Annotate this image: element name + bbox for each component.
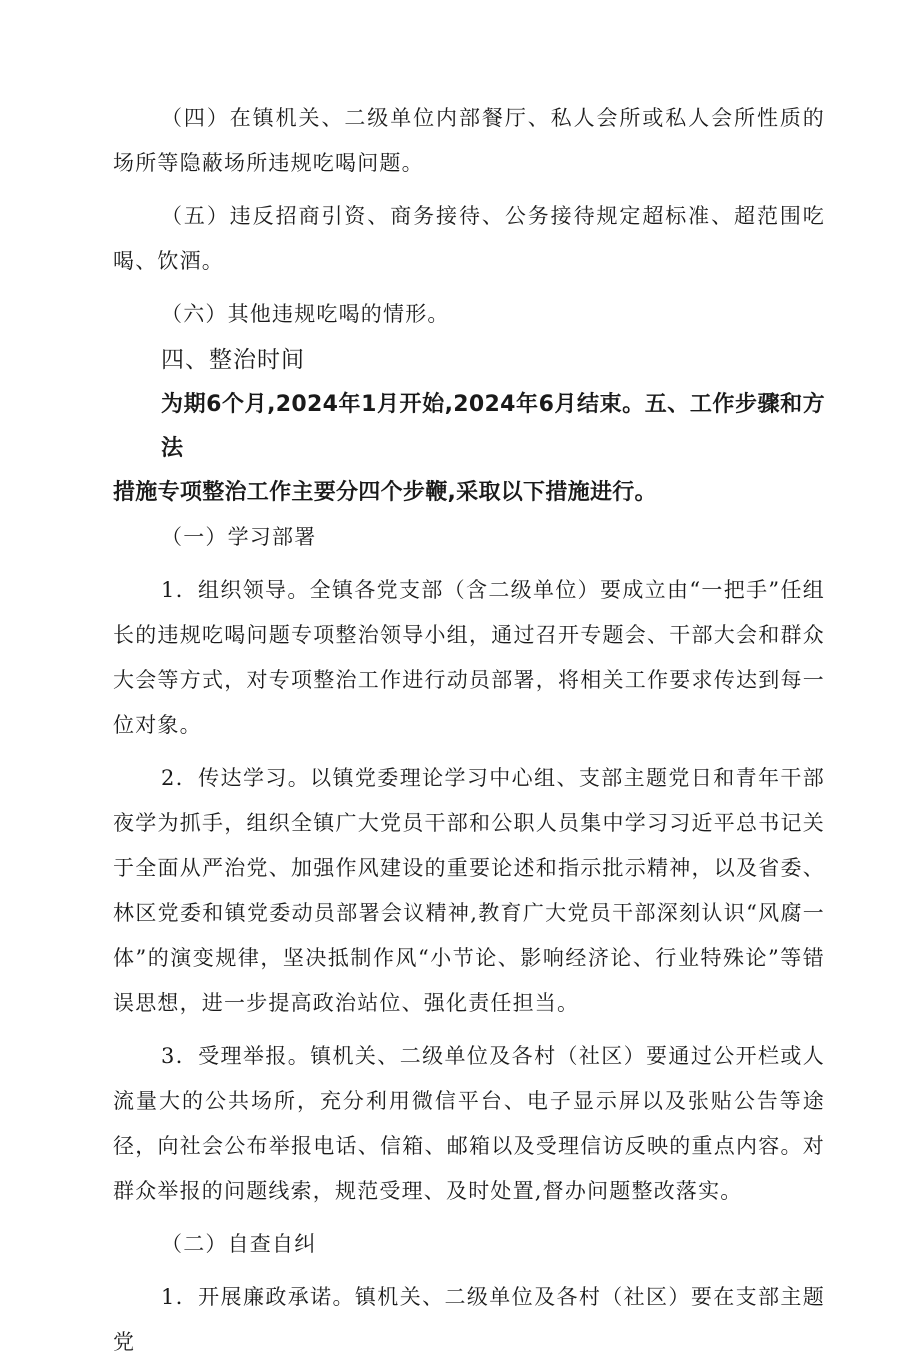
paragraph-accept-reports: 3．受理举报。镇机关、二级单位及各村（社区）要通过公开栏或人流量大的公共场所，充分利用微信平台、电子显示屏以及张贴公告等途径，向社会公布举报电话、信箱、邮箱以及受理信访反映的重点内容。对群众举报的问题线索，规范受理、及时处置,督办问题整改落实。 xyxy=(113,1044,825,1203)
bold-line-1: 为期6个月,2024年1月开始,2024年6月结束。五、工作步骤和方法 xyxy=(161,392,825,461)
bold-line-2: 措施专项整治工作主要分四个步鞭,采取以下措施进行。 xyxy=(113,480,657,505)
paragraph-organize-leadership: 1．组织领导。全镇各党支部（含二级单位）要成立由“一把手”任组长的违规吃喝问题专项整治领导小组，通过召开专题会、干部大会和群众大会等方式，对专项整治工作进行动员部署，将相关工作要求传达到每一位对象。 xyxy=(113,578,825,737)
section-heading-4: 四、整治时间 xyxy=(161,347,305,373)
bold-paragraph xyxy=(113,383,825,515)
paragraph-item-6: （六）其他违规吃喝的情形。 xyxy=(161,302,450,326)
subsection-heading-1: （一）学习部署 xyxy=(161,525,317,549)
paragraph-item-5: （五）违反招商引资、商务接待、公务接待规定超标准、超范围吃喝、饮酒。 xyxy=(113,204,825,273)
paragraph-integrity-pledge: 1．开展廉政承诺。镇机关、二级单位及各村（社区）要在支部主题党 xyxy=(113,1285,825,1354)
subsection-heading-2: （二）自查自纠 xyxy=(161,1232,317,1256)
document-page xyxy=(113,96,825,1365)
paragraph-convey-study: 2．传达学习。以镇党委理论学习中心组、支部主题党日和青年干部夜学为抓手，组织全镇广大党员干部和公职人员集中学习习近平总书记关于全面从严治党、加强作风建设的重要论述和指示批示精神，以及省委、林区党委和镇党委动员部署会议精神,教育广大党员干部深刻认识“风腐一体”的演变规律，坚决抵制作风“小节论、影响经济论、行业特殊论”等错误思想，进一步提高政治站位、强化责任担当。 xyxy=(113,766,825,1015)
paragraph-item-4: （四）在镇机关、二级单位内部餐厅、私人会所或私人会所性质的场所等隐蔽场所违规吃喝问题。 xyxy=(113,106,825,175)
